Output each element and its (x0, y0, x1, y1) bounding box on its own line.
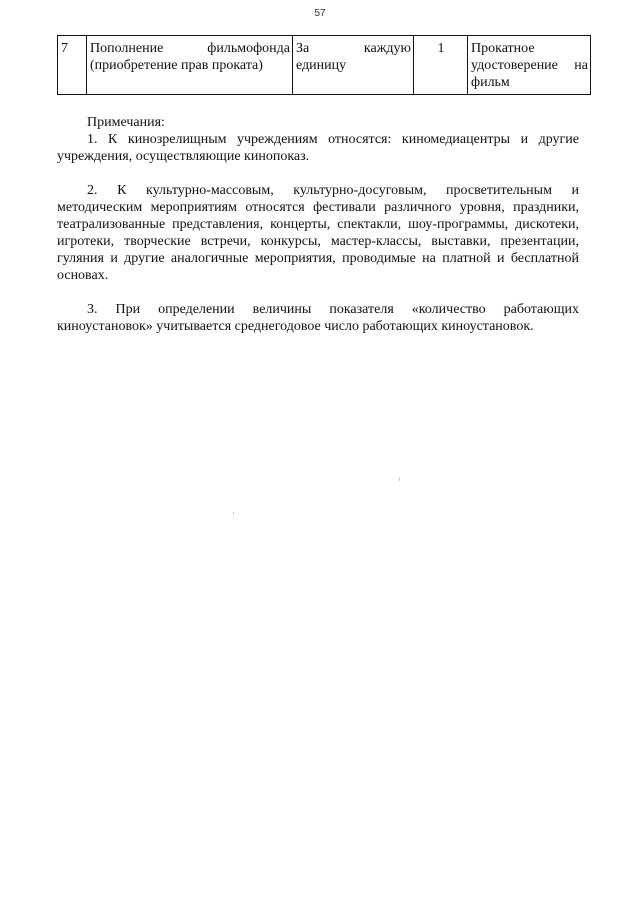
note-item: 2. К культурно-массовым, культурно-досуговым, просветительным и методическим мероприятиям относятся фестивали различного уровня, праздники, театрализованные представления, концерты, спектакли, шоу-программы, дискотеки, игротеки, творческие встречи, конкурсы, мастер-классы, выставки, презентации, гуляния и другие аналогичные мероприятия, проводимые на платной и бесплатной основах. (57, 183, 579, 283)
notes-title: Примечания: (87, 115, 165, 130)
table-row (58, 36, 591, 95)
scan-artifact (399, 477, 400, 481)
row-document-cell: Прокатное удостоверение на фильм (468, 36, 591, 95)
page-number: 57 (314, 8, 326, 19)
row-number-cell: 7 (58, 36, 87, 95)
note-item: 1. К кинозрелищным учреждениям относятся: киномедиацентры и другие учреждения, осуществляющие кинопоказ. (57, 132, 579, 164)
row-quantity-cell: 1 (414, 36, 468, 95)
notes-section (57, 114, 579, 352)
data-table (57, 35, 591, 95)
row-name-cell: Пополнение фильмофонда (приобретение прав проката) (87, 36, 293, 95)
note-item: 3. При определении величины показателя «количество работающих киноустановок» учитывается среднегодовое число работающих киноустановок. (57, 302, 579, 334)
row-unit-cell: За каждую единицу (293, 36, 414, 95)
scan-artifact (233, 512, 234, 515)
